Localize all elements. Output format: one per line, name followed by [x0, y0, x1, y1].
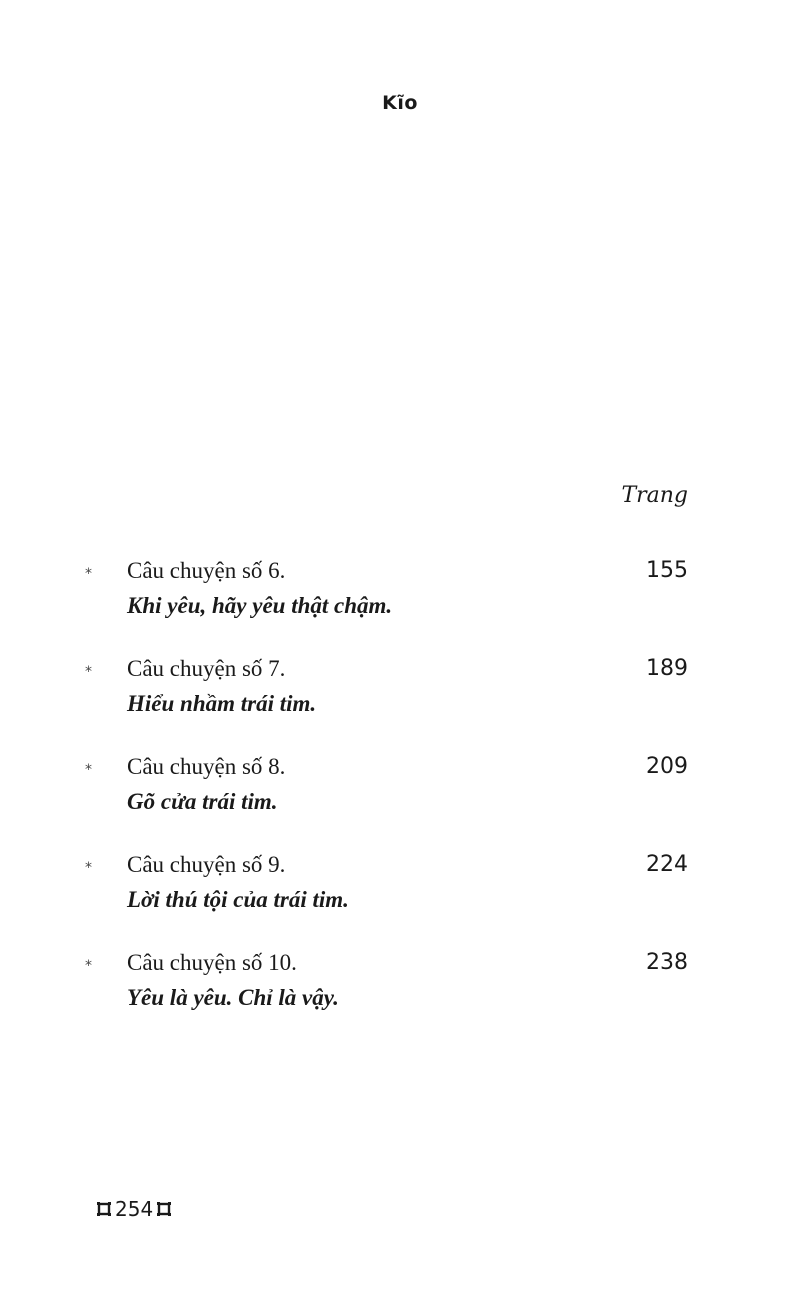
toc-entry-story-6 [0, 558, 800, 656]
story-title: Yêu là yêu. Chỉ là vậy. [127, 985, 339, 1010]
table-of-contents [0, 558, 800, 1048]
story-title: Hiểu nhầm trái tim. [127, 691, 317, 716]
footer-page-number: 254 [115, 1197, 154, 1221]
ornament-icon [96, 1201, 112, 1217]
page-number: 155 [646, 558, 688, 583]
story-label: Câu chuyện số 6. [127, 558, 286, 583]
bullet-icon: * [85, 762, 92, 778]
story-label: Câu chuyện số 9. [127, 852, 286, 877]
page-number: 209 [646, 754, 688, 779]
page-number: 224 [646, 852, 688, 877]
story-label: Câu chuyện số 10. [127, 950, 297, 975]
bullet-icon: * [85, 566, 92, 582]
story-label: Câu chuyện số 7. [127, 656, 286, 681]
bullet-icon: * [85, 664, 92, 680]
page-footer [96, 1197, 172, 1221]
page-number: 238 [646, 950, 688, 975]
ornament-icon [156, 1201, 172, 1217]
story-title: Gõ cửa trái tim. [127, 789, 278, 814]
story-title: Khi yêu, hãy yêu thật chậm. [127, 593, 393, 618]
running-header: Kĩo [382, 92, 418, 114]
toc-entry-story-8 [0, 754, 800, 852]
toc-entry-story-9 [0, 852, 800, 950]
bullet-icon: * [85, 958, 92, 974]
toc-entry-story-7 [0, 656, 800, 754]
toc-entry-story-10 [0, 950, 800, 1048]
page-number: 189 [646, 656, 688, 681]
story-label: Câu chuyện số 8. [127, 754, 286, 779]
bullet-icon: * [85, 860, 92, 876]
page-column-label: Trang [621, 483, 688, 508]
story-title: Lời thú tội của trái tim. [127, 887, 349, 912]
